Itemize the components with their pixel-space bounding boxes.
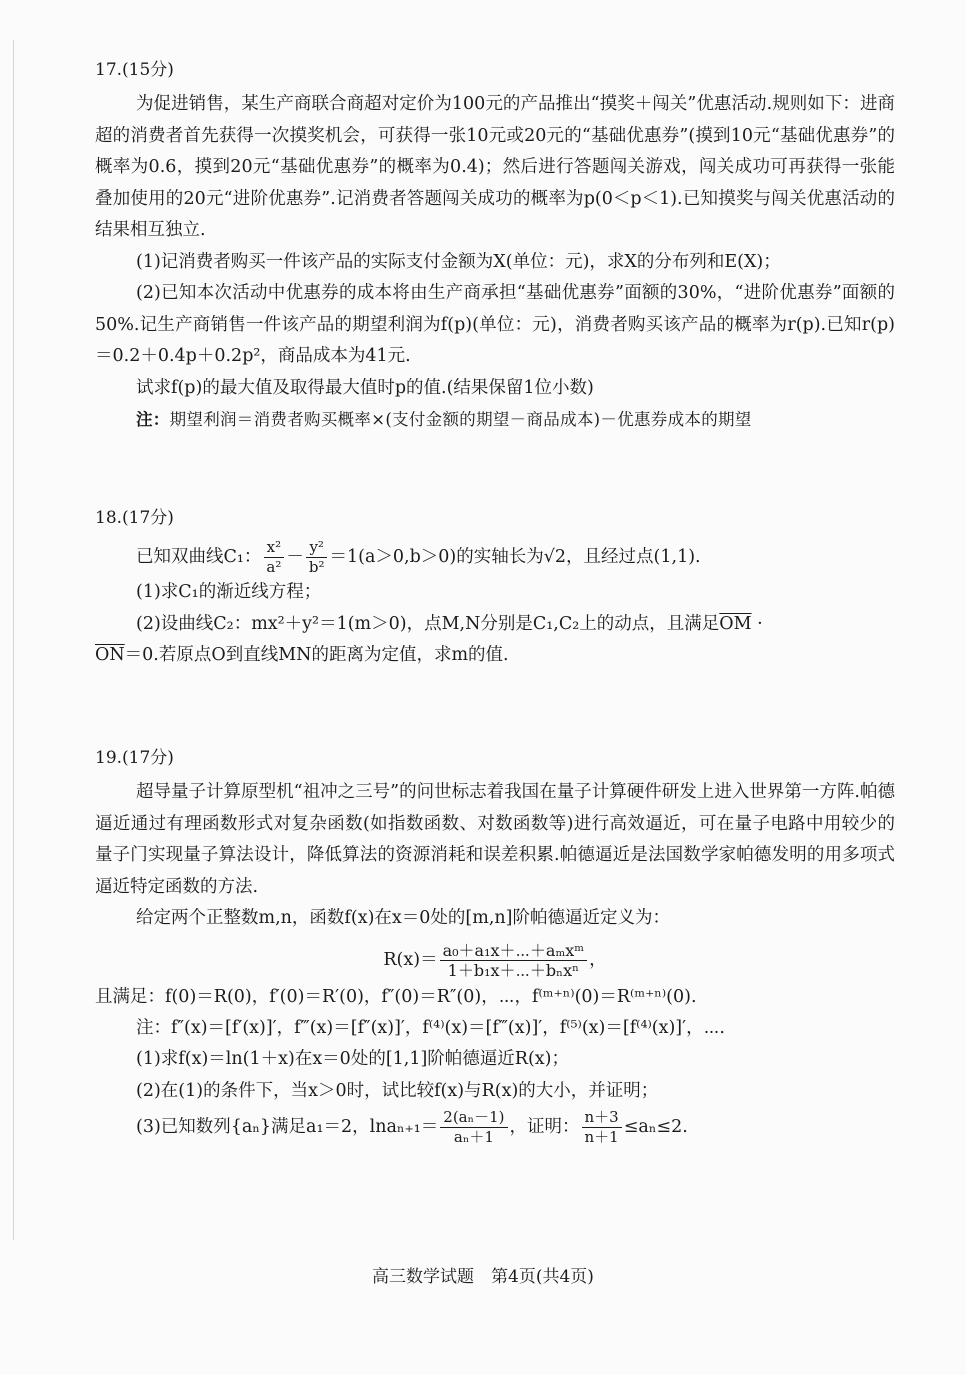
page-edge-line	[13, 40, 14, 1240]
page-footer: 高三数学试题 第4页(共4页)	[372, 1267, 594, 1287]
problem-17	[95, 60, 895, 436]
vector-om: $\overline{OM}$	[719, 613, 752, 634]
problem-19-heading: 19.(17分)	[95, 748, 174, 768]
pade-fraction	[440, 941, 588, 980]
problem-19-satisfy: 且满足：f(0)＝R(0)，f′(0)＝R′(0)，f″(0)＝R″(0)，⋯，f⁽ᵐ⁺ⁿ⁾(0)＝R⁽ᵐ⁺ⁿ⁾(0).	[95, 986, 697, 1007]
problem-19-q3	[95, 1107, 895, 1147]
q3-fraction-1	[440, 1108, 507, 1147]
q3-post: ≤aₙ≤2.	[623, 1117, 688, 1137]
q2-part2: ＝0.若原点O到直线MN的距离为定值，求m的值.	[124, 645, 509, 665]
problem-19	[95, 748, 895, 1147]
given-pre: 已知双曲线C₁：	[136, 547, 262, 567]
pade-definition-formula	[95, 941, 895, 980]
problem-19-q2: (2)在(1)的条件下，当x＞0时，试比较f(x)与R(x)的大小，并证明；	[136, 1080, 659, 1101]
problem-17-note	[95, 404, 895, 436]
problem-18-heading: 18.(17分)	[95, 508, 174, 528]
problem-19-intro: 超导量子计算原型机“祖冲之三号”的问世标志着我国在量子计算硬件研发上进入世界第一方阵.帕德逼近通过有理函数形式对复杂函数(如指数函数、对数函数等)进行高效逼近，可在量子电路中用较少的量子门实现量子算法设计，降低算法的资源消耗和误差积累.帕德逼近是法国数学家帕德发明的用多项式逼近特定函数的方法.	[95, 782, 895, 897]
problem-17-q2b: 试求f(p)的最大值及取得最大值时p的值.(结果保留1位小数)	[136, 377, 594, 398]
fraction-denominator: 1＋b₁x＋⋯＋bₙxⁿ	[447, 960, 580, 980]
q2-part1: (2)设曲线C₂：mx²＋y²＝1(m＞0)，点M,N分别是C₁,C₂上的动点，且满足	[136, 613, 720, 634]
problem-19-given: 给定两个正整数m,n，函数f(x)在x＝0处的[m,n]阶帕德逼近定义为：	[136, 908, 671, 928]
fraction-denominator: aₙ＋1	[453, 1128, 494, 1146]
problem-17-q2: (2)已知本次活动中优惠券的成本将由生产商承担“基础优惠券”面额的30%，“进阶优惠券”面额的50%.记生产商销售一件该产品的期望利润为f(p)(单位：元)，消费者购买该产品的概率为r(p).已知r(p)＝0.2＋0.4p＋0.2p²，商品成本为41元.	[95, 283, 895, 366]
fraction-numerator: y²	[306, 538, 327, 558]
note-text: 期望利润＝消费者购买概率×(支付金额的期望－商品成本)－优惠券成本的期望	[169, 410, 752, 429]
note-label: 注：	[136, 410, 170, 429]
fraction-y2-b2	[306, 538, 328, 577]
q3-pre: (3)已知数列{aₙ}满足a₁＝2，lnaₙ₊₁＝	[136, 1117, 439, 1137]
problem-18-q1: (1)求C₁的渐近线方程；	[136, 582, 322, 602]
given-post: ＝1(a＞0,b＞0)的实轴长为√2，且经过点(1,1).	[329, 547, 701, 567]
fraction-numerator: x²	[264, 538, 284, 558]
fraction-denominator: b²	[308, 558, 325, 576]
problem-18-given	[95, 537, 895, 577]
fraction-denominator: a²	[266, 558, 282, 576]
minus-sign: －	[286, 547, 304, 567]
dot-product: ·	[751, 613, 763, 634]
problem-19-note: 注：f″(x)＝[f′(x)]′，f‴(x)＝[f″(x)]′，f⁽⁴⁾(x)＝[f‴(x)]′，f⁽⁵⁾(x)＝[f⁽⁴⁾(x)]′，⋯.	[136, 1018, 725, 1038]
problem-18	[95, 508, 895, 672]
fraction-x2-a2	[263, 538, 284, 577]
problem-17-heading: 17.(15分)	[95, 60, 174, 80]
fraction-denominator: n＋1	[584, 1128, 619, 1146]
formula-lhs: R(x)＝	[383, 949, 438, 970]
problem-19-q1: (1)求f(x)＝ln(1＋x)在x＝0处的[1,1]阶帕德逼近R(x)；	[136, 1049, 570, 1069]
fraction-numerator: 2(aₙ－1)	[440, 1108, 507, 1128]
fraction-numerator: a₀＋a₁x＋⋯＋aₘxᵐ	[440, 941, 588, 961]
problem-17-q1: (1)记消费者购买一件该产品的实际支付金额为X(单位：元)，求X的分布列和E(X)；	[136, 251, 781, 272]
formula-tail: ，	[589, 949, 607, 970]
fraction-numerator: n＋3	[582, 1108, 622, 1128]
q3-fraction-2	[582, 1108, 622, 1147]
problem-17-intro: 为促进销售，某生产商联合商超对定价为100元的产品推出“摸奖＋闯关”优惠活动.规则如下：进商超的消费者首先获得一次摸奖机会，可获得一张10元或20元的“基础优惠券”(摸到10元“基础优惠券”的概率为0.6，摸到20元“基础优惠券”的概率为0.4)；然后进行答题闯关游戏，闯关成功可再获得一张能叠加使用的20元“进阶优惠券”.记消费者答题闯关成功的概率为p(0＜p＜1).已知摸奖与闯关优惠活动的结果相互独立.	[95, 94, 895, 240]
q3-mid: ，证明：	[509, 1117, 580, 1137]
problem-18-q2	[95, 609, 895, 672]
vector-on: $\overline{ON}$	[95, 645, 125, 665]
